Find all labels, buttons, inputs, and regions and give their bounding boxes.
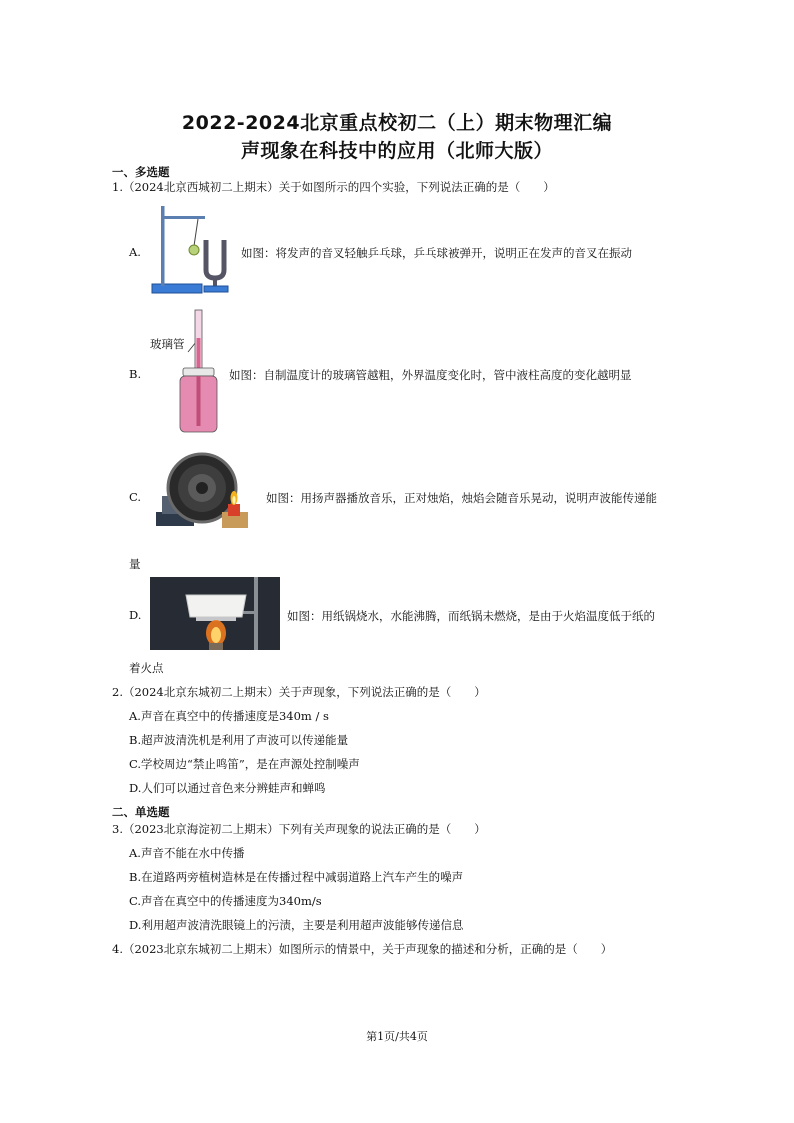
question-3-stem: 3.（2023北京海淀初二上期末）下列有关声现象的说法正确的是（ ） bbox=[112, 822, 486, 836]
speaker-candle-figure bbox=[150, 448, 254, 534]
q3-option-a: A.声音不能在水中传播 bbox=[129, 846, 245, 860]
q2-option-d: D.人们可以通过音色来分辨蛙声和蝉鸣 bbox=[129, 781, 326, 795]
q1-option-d-text: 如图：用纸锅烧水，水能沸腾，而纸锅未燃烧，是由于火焰温度低于纸的 bbox=[287, 609, 655, 623]
q1-option-b-text: 如图：自制温度计的玻璃管越粗，外界温度变化时，管中液柱高度的变化越明显 bbox=[229, 368, 632, 382]
q1-option-d-label: D. bbox=[129, 608, 142, 622]
q1-option-c-continuation: 量 bbox=[129, 557, 141, 571]
q2-option-b: B.超声波清洗机是利用了声波可以传递能量 bbox=[129, 733, 349, 747]
thermometer-bottle-figure bbox=[176, 308, 220, 434]
q2-option-c: C.学校周边“禁止鸣笛”，是在声源处控制噪声 bbox=[129, 757, 360, 771]
doc-title-line2: 声现象在科技中的应用（北师大版） bbox=[240, 140, 553, 162]
paper-pot-figure bbox=[150, 577, 280, 650]
q1-option-a-label: A. bbox=[129, 245, 141, 259]
question-2-stem: 2.（2024北京东城初二上期末）关于声现象，下列说法正确的是（ ） bbox=[112, 685, 486, 699]
question-4-stem: 4.（2023北京东城初二上期末）如图所示的情景中，关于声现象的描述和分析，正确的是（ ） bbox=[112, 942, 613, 956]
q1-option-c-text: 如图：用扬声器播放音乐，正对烛焰，烛焰会随音乐晃动，说明声波能传递能 bbox=[266, 491, 657, 505]
q3-option-d: D.利用超声波清洗眼镜上的污渍，主要是利用超声波能够传递信息 bbox=[129, 918, 464, 932]
q2-option-a: A.声音在真空中的传播速度是340m / s bbox=[129, 709, 329, 723]
q3-option-b: B.在道路两旁植树造林是在传播过程中减弱道路上汽车产生的噪声 bbox=[129, 870, 464, 884]
q1-option-b-label: B. bbox=[129, 367, 142, 381]
section-single-choice: 二、单选题 bbox=[112, 805, 170, 819]
page-footer: 第1页/共4页 bbox=[366, 1030, 428, 1043]
q3-option-c: C.声音在真空中的传播速度为340m/s bbox=[129, 894, 322, 908]
q1-option-b-fig-label: 玻璃管 bbox=[150, 337, 185, 351]
tuning-fork-figure bbox=[150, 202, 240, 298]
q1-option-d-continuation: 着火点 bbox=[129, 661, 164, 675]
doc-title-line1: 2022-2024北京重点校初二（上）期末物理汇编 bbox=[181, 112, 613, 134]
q1-option-a-text: 如图：将发声的音叉轻触乒乓球，乒乓球被弹开，说明正在发声的音叉在振动 bbox=[241, 246, 632, 260]
question-1-stem: 1.（2024北京西城初二上期末）关于如图所示的四个实验，下列说法正确的是（ ） bbox=[112, 180, 555, 194]
q1-option-c-label: C. bbox=[129, 490, 142, 504]
section-multi-choice: 一、多选题 bbox=[112, 165, 170, 179]
